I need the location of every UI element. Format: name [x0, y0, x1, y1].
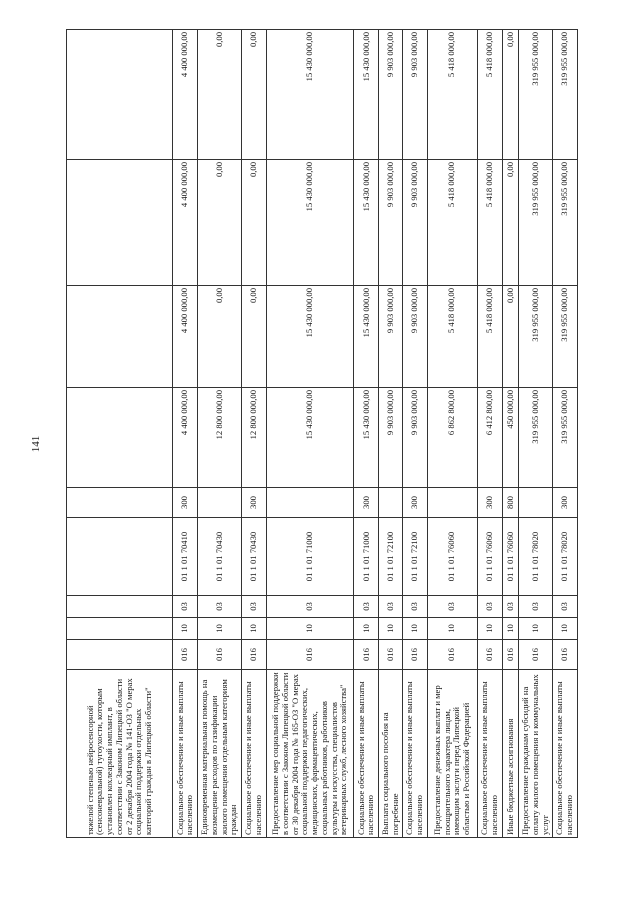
- row-name: Социальное обеспечение и иные выплаты населению: [354, 670, 379, 838]
- admin-code: 016: [198, 640, 242, 670]
- row-name: Предоставление денежных выплат и мер поощрительного характера лицам, имеющим заслуги перед Липецкой областью и Российской Федерацией: [427, 670, 477, 838]
- subsection-code: 03: [241, 596, 266, 618]
- subsection-code: 03: [173, 596, 198, 618]
- table-row: [266, 30, 354, 838]
- target-article: 01 1 01 70430: [241, 518, 266, 596]
- admin-code: 016: [502, 640, 519, 670]
- amount-2: 15 430 000,00: [354, 286, 379, 388]
- section-code: 10: [354, 618, 379, 640]
- row-name: Социальное обеспечение и иные выплаты населению: [552, 670, 577, 838]
- amount-4: 5 418 000,00: [427, 30, 477, 160]
- subsection-code: 03: [198, 596, 242, 618]
- amount-4: 4 400 000,00: [173, 30, 198, 160]
- amount-1: 15 430 000,00: [354, 388, 379, 488]
- target-article: 01 1 01 72100: [402, 518, 427, 596]
- amount-1: 15 430 000,00: [266, 388, 354, 488]
- amount-2: 9 903 000,00: [379, 286, 402, 388]
- page-number: 141: [30, 435, 42, 453]
- expense-kind: 300: [173, 488, 198, 518]
- section-code: 10: [477, 618, 502, 640]
- expense-kind: [198, 488, 242, 518]
- table-row: [354, 30, 379, 838]
- table-row: [477, 30, 502, 838]
- row-name: Предоставление мер социальной поддержки в соответствии с Законом Липецкой области от 30 декабря 2004 года № 165-ОЗ "О мерах социальной поддержки педагогических, медицинских, фармацевтических, социальных работников, работников культуры и искусства, специалистов ветеринарных служб, лесного хозяйства": [266, 670, 354, 838]
- section-code: 10: [402, 618, 427, 640]
- section-code: 10: [266, 618, 354, 640]
- table-row: [173, 30, 198, 838]
- amount-2: 0,00: [502, 286, 519, 388]
- admin-code: 016: [354, 640, 379, 670]
- target-article: 01 1 01 70410: [173, 518, 198, 596]
- amount-1: [67, 388, 173, 488]
- subsection-code: 03: [502, 596, 519, 618]
- row-name: Выплата социального пособия на погребение: [379, 670, 402, 838]
- amount-3: 15 430 000,00: [354, 160, 379, 286]
- amount-3: [67, 160, 173, 286]
- table-row: [502, 30, 519, 838]
- section-code: 10: [519, 618, 552, 640]
- amount-2: [67, 286, 173, 388]
- amount-2: 0,00: [198, 286, 242, 388]
- section-code: 10: [198, 618, 242, 640]
- section-code: 10: [379, 618, 402, 640]
- amount-3: 5 418 000,00: [477, 160, 502, 286]
- row-name: Социальное обеспечение и иные выплаты населению: [173, 670, 198, 838]
- admin-code: 016: [241, 640, 266, 670]
- target-article: 01 1 01 78020: [519, 518, 552, 596]
- row-name: Единовременная материальная помощь на возмещение расходов по газификации жилого помещения отдельным категориям граждан: [198, 670, 242, 838]
- subsection-code: [67, 596, 173, 618]
- expense-kind: 300: [402, 488, 427, 518]
- amount-4: 9 903 000,00: [402, 30, 427, 160]
- subsection-code: 03: [379, 596, 402, 618]
- amount-4: 319 955 000,00: [519, 30, 552, 160]
- expense-kind: [519, 488, 552, 518]
- amount-2: 15 430 000,00: [266, 286, 354, 388]
- admin-code: 016: [552, 640, 577, 670]
- budget-table: [66, 29, 578, 838]
- amount-1: 6 412 800,00: [477, 388, 502, 488]
- table-row: [427, 30, 477, 838]
- table-row: [241, 30, 266, 838]
- amount-2: 4 400 000,00: [173, 286, 198, 388]
- amount-4: 0,00: [198, 30, 242, 160]
- admin-code: 016: [379, 640, 402, 670]
- amount-4: 5 418 000,00: [477, 30, 502, 160]
- amount-3: 15 430 000,00: [266, 160, 354, 286]
- amount-3: 4 400 000,00: [173, 160, 198, 286]
- amount-4: 0,00: [241, 30, 266, 160]
- expense-kind: 300: [477, 488, 502, 518]
- amount-4: 319 955 000,00: [552, 30, 577, 160]
- table-row: [198, 30, 242, 838]
- section-code: 10: [502, 618, 519, 640]
- row-name: Социальное обеспечение и иные выплаты населению: [477, 670, 502, 838]
- target-article: 01 1 01 76060: [427, 518, 477, 596]
- admin-code: 016: [402, 640, 427, 670]
- amount-3: 9 903 000,00: [379, 160, 402, 286]
- expense-kind: 300: [354, 488, 379, 518]
- target-article: [67, 518, 173, 596]
- table-row: [519, 30, 552, 838]
- target-article: 01 1 01 78020: [552, 518, 577, 596]
- amount-1: 319 955 000,00: [552, 388, 577, 488]
- row-name: Социальное обеспечение и иные выплаты населению: [241, 670, 266, 838]
- expense-kind: 300: [552, 488, 577, 518]
- admin-code: 016: [173, 640, 198, 670]
- section-code: [67, 618, 173, 640]
- expense-kind: [67, 488, 173, 518]
- amount-3: 319 955 000,00: [519, 160, 552, 286]
- amount-3: 0,00: [241, 160, 266, 286]
- subsection-code: 03: [552, 596, 577, 618]
- amount-3: 9 903 000,00: [402, 160, 427, 286]
- expense-kind: [427, 488, 477, 518]
- amount-4: 15 430 000,00: [354, 30, 379, 160]
- amount-2: 0,00: [241, 286, 266, 388]
- subsection-code: 03: [519, 596, 552, 618]
- amount-3: 0,00: [502, 160, 519, 286]
- amount-1: 450 000,00: [502, 388, 519, 488]
- amount-1: 12 800 000,00: [198, 388, 242, 488]
- admin-code: 016: [519, 640, 552, 670]
- section-code: 10: [552, 618, 577, 640]
- row-name: Иные бюджетные ассигнования: [502, 670, 519, 838]
- row-name: Предоставление гражданам субсидий на оплату жилого помещения и коммунальных услуг: [519, 670, 552, 838]
- amount-1: 4 400 000,00: [173, 388, 198, 488]
- subsection-code: 03: [427, 596, 477, 618]
- amount-3: 319 955 000,00: [552, 160, 577, 286]
- amount-1: 9 903 000,00: [379, 388, 402, 488]
- section-code: 10: [427, 618, 477, 640]
- row-name: Социальное обеспечение и иные выплаты населению: [402, 670, 427, 838]
- table-row: [552, 30, 577, 838]
- expense-kind: [379, 488, 402, 518]
- amount-2: 5 418 000,00: [427, 286, 477, 388]
- admin-code: 016: [427, 640, 477, 670]
- amount-4: 0,00: [502, 30, 519, 160]
- admin-code: 016: [266, 640, 354, 670]
- subsection-code: 03: [402, 596, 427, 618]
- amount-2: 5 418 000,00: [477, 286, 502, 388]
- target-article: 01 1 01 76060: [477, 518, 502, 596]
- amount-4: [67, 30, 173, 160]
- admin-code: [67, 640, 173, 670]
- admin-code: 016: [477, 640, 502, 670]
- table-row: [379, 30, 402, 838]
- amount-3: 5 418 000,00: [427, 160, 477, 286]
- amount-1: 319 955 000,00: [519, 388, 552, 488]
- row-name: тяжелой степенью нейросенсорной (сенсоневральной) тугоухости, которым установлен кохлеарный имплант, в соответствии с Законом Липецкой области от 2 декабря 2004 года № 141-ОЗ "О мерах социальной поддержки отдельных категорий граждан в Липецкой области": [67, 670, 173, 838]
- table-row: [67, 30, 173, 838]
- target-article: 01 1 01 71000: [354, 518, 379, 596]
- target-article: 01 1 01 71000: [266, 518, 354, 596]
- target-article: 01 1 01 70430: [198, 518, 242, 596]
- target-article: 01 1 01 72100: [379, 518, 402, 596]
- amount-1: 9 903 000,00: [402, 388, 427, 488]
- amount-4: 15 430 000,00: [266, 30, 354, 160]
- expense-kind: 300: [241, 488, 266, 518]
- subsection-code: 03: [266, 596, 354, 618]
- table-row: [402, 30, 427, 838]
- subsection-code: 03: [354, 596, 379, 618]
- section-code: 10: [173, 618, 198, 640]
- subsection-code: 03: [477, 596, 502, 618]
- target-article: 01 1 01 76060: [502, 518, 519, 596]
- amount-4: 9 903 000,00: [379, 30, 402, 160]
- amount-2: 319 955 000,00: [519, 286, 552, 388]
- expense-kind: 800: [502, 488, 519, 518]
- section-code: 10: [241, 618, 266, 640]
- budget-table-container: [66, 30, 578, 838]
- amount-2: 319 955 000,00: [552, 286, 577, 388]
- expense-kind: [266, 488, 354, 518]
- amount-1: 12 800 000,00: [241, 388, 266, 488]
- amount-1: 6 862 800,00: [427, 388, 477, 488]
- amount-2: 9 903 000,00: [402, 286, 427, 388]
- amount-3: 0,00: [198, 160, 242, 286]
